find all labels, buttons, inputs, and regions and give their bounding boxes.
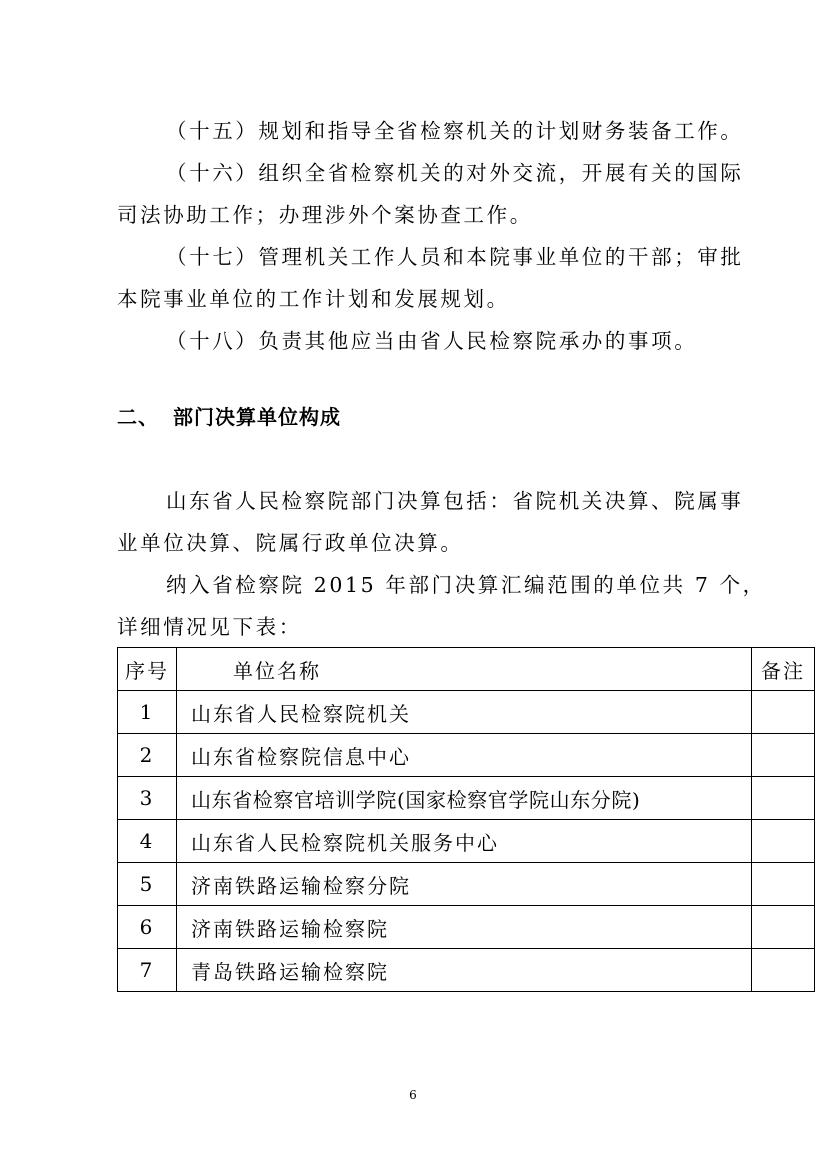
duty-item-15: （十五）规划和指导全省检察机关的计划财务装备工作。	[166, 119, 744, 143]
table-row	[118, 777, 815, 820]
section-number: 二、	[117, 405, 159, 429]
header-seq: 序号	[118, 648, 177, 691]
table-row	[118, 820, 815, 863]
row-seq: 6	[118, 906, 177, 949]
table-row	[118, 734, 815, 777]
row-seq: 7	[118, 949, 177, 992]
row-note	[752, 777, 815, 820]
header-note: 备注	[752, 648, 815, 691]
row-seq: 3	[118, 777, 177, 820]
row-seq: 1	[118, 691, 177, 734]
row-name: 山东省人民检察院机关服务中心	[177, 820, 752, 863]
row-name: 青岛铁路运输检察院	[177, 949, 752, 992]
duty-item-17: （十七）管理机关工作人员和本院事业单位的干部；审批	[166, 245, 744, 269]
intro-line-1: 山东省人民检察院部门决算包括：省院机关决算、院属事	[166, 489, 744, 513]
table-header-row	[118, 648, 815, 691]
row-note	[752, 820, 815, 863]
table-row	[118, 949, 815, 992]
row-seq: 2	[118, 734, 177, 777]
table-row	[118, 863, 815, 906]
row-name: 山东省检察院信息中心	[177, 734, 752, 777]
row-name: 济南铁路运输检察院	[177, 906, 752, 949]
header-name: 单位名称	[177, 648, 752, 691]
duty-item-17-cont: 本院事业单位的工作计划和发展规划。	[117, 287, 510, 311]
page-number: 6	[409, 1088, 417, 1102]
row-note	[752, 734, 815, 777]
row-note	[752, 906, 815, 949]
intro-line-4: 详细情况见下表：	[117, 615, 302, 639]
duty-item-18: （十八）负责其他应当由省人民检察院承办的事项。	[166, 329, 698, 353]
row-seq: 4	[118, 820, 177, 863]
row-note	[752, 691, 815, 734]
unit-table	[117, 647, 815, 992]
intro-line-3: 纳入省检察院 2015 年部门决算汇编范围的单位共 7 个，	[166, 573, 766, 597]
row-name: 山东省人民检察院机关	[177, 691, 752, 734]
intro-line-2: 业单位决算、院属行政单位决算。	[117, 531, 464, 555]
section-title: 部门决算单位构成	[173, 405, 341, 429]
table-row	[118, 906, 815, 949]
row-note	[752, 949, 815, 992]
row-seq: 5	[118, 863, 177, 906]
duty-item-16-cont: 司法协助工作；办理涉外个案协查工作。	[117, 203, 533, 227]
row-name: 山东省检察官培训学院(国家检察官学院山东分院)	[177, 777, 752, 820]
row-note	[752, 863, 815, 906]
duty-item-16: （十六）组织全省检察机关的对外交流，开展有关的国际	[166, 161, 744, 185]
table-row	[118, 691, 815, 734]
section-heading	[117, 401, 341, 430]
row-name: 济南铁路运输检察分院	[177, 863, 752, 906]
